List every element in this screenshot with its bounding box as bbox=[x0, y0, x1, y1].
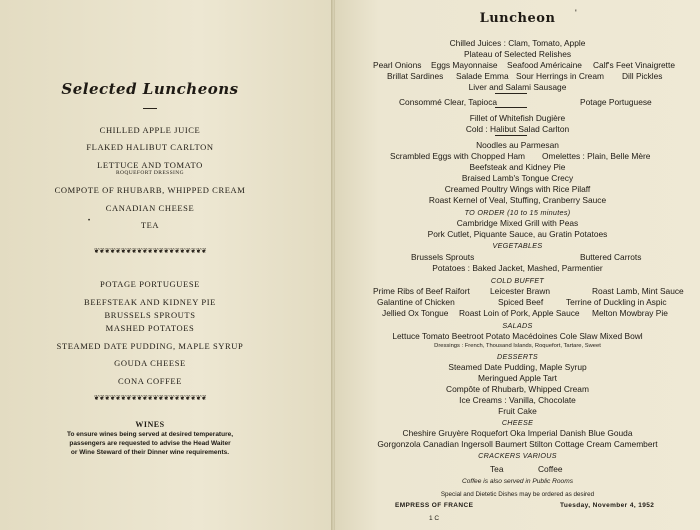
menu-item: Consommé Clear, Tapioca bbox=[399, 97, 498, 107]
menu-line: Pork Cutlet, Piquante Sauce, au Gratin Potatoes bbox=[427, 229, 608, 239]
menu-item: COMPOTE OF RHUBARB, WHIPPED CREAM bbox=[54, 185, 246, 195]
menu-line: Plateau of Selected Relishes bbox=[463, 49, 572, 59]
menu-item: Brussels Sprouts bbox=[411, 252, 475, 262]
menu-item: BRUSSELS SPROUTS bbox=[104, 310, 196, 320]
cheese-line: Cheshire Gruyère Roquefort Oka Imperial Danish Blue Gouda bbox=[402, 428, 633, 438]
menu-item-subtext: ROQUEFORT DRESSING bbox=[115, 170, 185, 176]
cold-buffet-heading: COLD BUFFET bbox=[490, 276, 545, 285]
wines-text: or Wine Steward of their Dinner wine requirements. bbox=[70, 449, 230, 456]
selected-luncheons-title: Selected Luncheons bbox=[61, 80, 239, 98]
menu-item: Spiced Beef bbox=[498, 297, 544, 307]
menu-date: Tuesday, November 4, 1952 bbox=[560, 502, 655, 509]
menu-item: GOUDA CHEESE bbox=[114, 358, 186, 368]
menu-item: Calf's Feet Vinaigrette bbox=[593, 60, 675, 70]
ship-name: EMPRESS OF FRANCE bbox=[395, 502, 474, 509]
section-rule bbox=[495, 93, 527, 94]
crackers-heading: CRACKERS VARIOUS bbox=[478, 451, 557, 460]
menu-item: Prime Ribs of Beef Raifort bbox=[373, 286, 470, 296]
menu-line: Liver and Salami Sausage bbox=[468, 82, 567, 92]
luncheon-title: Luncheon bbox=[479, 11, 556, 26]
menu-item: CHILLED APPLE JUICE bbox=[99, 125, 201, 135]
menu-code: 1 C bbox=[429, 515, 440, 522]
menu-item: CANADIAN CHEESE bbox=[105, 203, 195, 213]
stray-mark: ' bbox=[575, 8, 577, 18]
menu-item: Roast Lamb, Mint Sauce bbox=[592, 286, 684, 296]
menu-line: Noodles au Parmesan bbox=[476, 140, 559, 150]
menu-item: Melton Mowbray Pie bbox=[592, 308, 668, 318]
menu-item: Sour Herrings in Cream bbox=[516, 71, 604, 81]
cheese-line: Gorgonzola Canadian Ingersoll Baumert Stilton Cottage Cream Camembert bbox=[377, 439, 658, 449]
bullet-mark: • bbox=[88, 218, 91, 224]
menu-item: Salade Emma bbox=[456, 71, 509, 81]
menu-item: Scrambled Eggs with Chopped Ham bbox=[390, 151, 525, 161]
menu-item: POTAGE PORTUGUESE bbox=[100, 279, 200, 289]
menu-line: Creamed Poultry Wings with Rice Pilaff bbox=[444, 184, 591, 194]
menu-item: Leicester Brawn bbox=[490, 286, 551, 296]
coffee-note: Coffee is also served in Public Rooms bbox=[461, 478, 574, 485]
menu-item: MASHED POTATOES bbox=[105, 323, 195, 333]
dressings-line: Dressings : French, Thousand Islands, Roquefort, Tartare, Sweet bbox=[434, 343, 601, 349]
menu-item: STEAMED DATE PUDDING, MAPLE SYRUP bbox=[56, 341, 244, 351]
wines-text: To ensure wines being served at desired temperature, bbox=[66, 431, 234, 438]
menu-item: Tea bbox=[490, 464, 504, 474]
menu-item: FLAKED HALIBUT CARLTON bbox=[86, 142, 214, 152]
ornament-divider: ❦❦❦❦❦❦❦❦❦❦❦❦❦❦❦❦❦❦❦❦❦ bbox=[93, 394, 207, 402]
menu-item: Terrine of Duckling in Aspic bbox=[566, 297, 667, 307]
menu-line: Roast Kernel of Veal, Stuffing, Cranberry Sauce bbox=[428, 195, 607, 205]
menu-line: Cambridge Mixed Grill with Peas bbox=[456, 218, 579, 228]
vegetables-heading: VEGETABLES bbox=[492, 241, 543, 250]
menu-item: CONA COFFEE bbox=[118, 376, 182, 386]
menu-item: Pearl Onions bbox=[373, 60, 422, 70]
desserts-heading: DESSERTS bbox=[496, 352, 538, 361]
salads-line: Lettuce Tomato Beetroot Potato Macédoines Cole Slaw Mixed Bowl bbox=[392, 331, 643, 341]
menu-line: Cold : Halibut Salad Carlton bbox=[465, 124, 570, 134]
title-divider bbox=[143, 108, 157, 109]
menu-item: Coffee bbox=[538, 464, 563, 474]
menu-line: Fruit Cake bbox=[498, 406, 537, 416]
menu-line: Compôte of Rhubarb, Whipped Cream bbox=[446, 384, 589, 394]
menu-item: Potage Portuguese bbox=[580, 97, 652, 107]
menu-item: Brillat Sardines bbox=[387, 71, 444, 81]
menu-line: Braised Lamb's Tongue Crecy bbox=[461, 173, 574, 183]
menu-line: Steamed Date Pudding, Maple Syrup bbox=[448, 362, 587, 372]
menu-item: BEEFSTEAK AND KIDNEY PIE bbox=[84, 297, 216, 307]
menu-item: Roast Loin of Pork, Apple Sauce bbox=[459, 308, 580, 318]
menu-line: Chilled Juices : Clam, Tomato, Apple bbox=[449, 38, 586, 48]
menu-item: Buttered Carrots bbox=[580, 252, 642, 262]
section-rule bbox=[495, 135, 527, 136]
menu-item: Eggs Mayonnaise bbox=[431, 60, 498, 70]
cheese-heading: CHEESE bbox=[501, 418, 534, 427]
left-page bbox=[0, 0, 332, 530]
menu-item: Jellied Ox Tongue bbox=[382, 308, 449, 318]
right-page bbox=[335, 0, 700, 530]
wines-text: passengers are requested to advise the Head Waiter bbox=[69, 440, 231, 447]
menu-line: Meringued Apple Tart bbox=[478, 373, 557, 383]
wines-heading: WINES bbox=[135, 420, 165, 429]
special-note: Special and Dietetic Dishes may be ordered as desired bbox=[440, 491, 595, 498]
ornament-divider: ❦❦❦❦❦❦❦❦❦❦❦❦❦❦❦❦❦❦❦❦❦ bbox=[93, 247, 207, 255]
section-rule bbox=[495, 107, 527, 108]
salads-heading: SALADS bbox=[502, 321, 533, 330]
menu-line: Fillet of Whitefish Dugière bbox=[469, 113, 566, 123]
menu-item: LETTUCE AND TOMATO bbox=[97, 160, 203, 170]
menu-item: Seafood Américaine bbox=[507, 60, 582, 70]
menu-item: Dill Pickles bbox=[622, 71, 663, 81]
menu-line: Ice Creams : Vanilla, Chocolate bbox=[459, 395, 576, 405]
menu-item: Galantine of Chicken bbox=[377, 297, 455, 307]
to-order-heading: TO ORDER (10 to 15 minutes) bbox=[464, 208, 571, 217]
menu-item: TEA bbox=[140, 220, 160, 230]
menu-item: Omelettes : Plain, Belle Mère bbox=[542, 151, 651, 161]
menu-line: Beefsteak and Kidney Pie bbox=[469, 162, 566, 172]
menu-line: Potatoes : Baked Jacket, Mashed, Parmentier bbox=[432, 263, 603, 273]
